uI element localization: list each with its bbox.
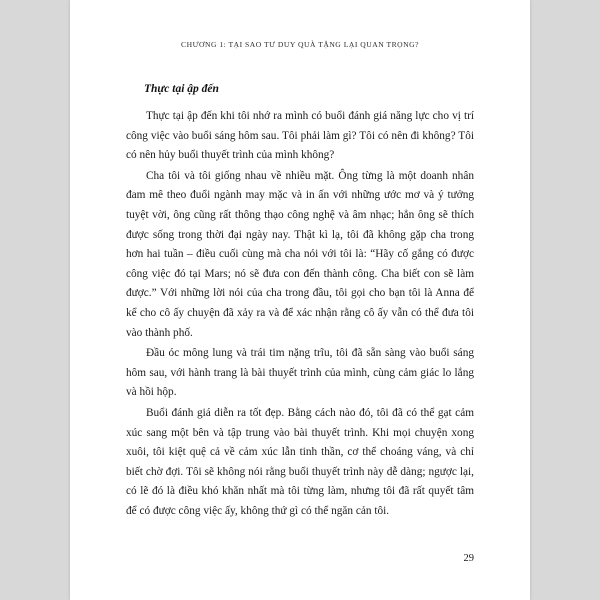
page-content [126, 40, 474, 560]
book-page [70, 0, 530, 600]
page-number: 29 [463, 553, 474, 564]
paragraph: Đầu óc mông lung và trái tim nặng trĩu, tôi đã sẵn sàng vào buổi sáng hôm sau, với hành trang là bài thuyết trình của mình, cùng cảm giác lo lắng và hồi hộp. [126, 347, 474, 399]
section-heading: Thực tại ập đến [144, 83, 219, 95]
page-number-area [126, 548, 474, 564]
paragraph: Buổi đánh giá diễn ra tốt đẹp. Bằng cách nào đó, tôi đã có thể gạt cảm xúc sang một bên và tập trung vào bài thuyết trình. Khi mọi chuyện xong xuôi, tôi kiệt quệ cả về cảm xúc lẫn tinh thần, cơ thể choáng váng, và chỉ biết chờ đợi. Tôi sẽ không nói rằng buổi thuyết trình này dễ dàng; ngược lại, có lẽ đó là điều khó khăn nhất mà tôi từng làm, nhưng tôi đã rất quyết tâm để có được công việc ấy, không thứ gì có thể ngăn cản tôi. [126, 406, 474, 517]
paragraph: Cha tôi và tôi giống nhau về nhiều mặt. Ông từng là một doanh nhân đam mê theo đuổi ngành may mặc và in ấn với những ước mơ và ý tưởng tuyệt vời, ông cũng rất thông thạo công nghệ và âm nhạc; hẳn ông sẽ thích được sống trong thời đại ngày nay. Thật kì lạ, tôi đã không gặp cha trong hơn hai tuần – điều cuối cùng mà cha nói với tôi là: “Hãy cố gắng có được công việc đó tại Mars; nó sẽ đưa con đến thành công. Cha biết con sẽ làm được.” Với những lời nói của cha trong đầu, tôi gọi cho bạn tôi là Anna để kể cho cô ấy chuyện đã xảy ra và để xác nhận rằng cô ấy vẫn có thể đưa tôi vào thành phố. [126, 169, 474, 339]
running-head: CHƯƠNG 1: TẠI SAO TƯ DUY QUÀ TẶNG LẠI QUAN TRỌNG? [181, 40, 419, 49]
paragraph: Thực tại ập đến khi tôi nhớ ra mình có buổi đánh giá năng lực cho vị trí công việc vào buổi sáng hôm sau. Tôi phải làm gì? Tôi có nên đi không? Tôi có nên hủy buổi thuyết trình của mình không? [126, 110, 474, 162]
